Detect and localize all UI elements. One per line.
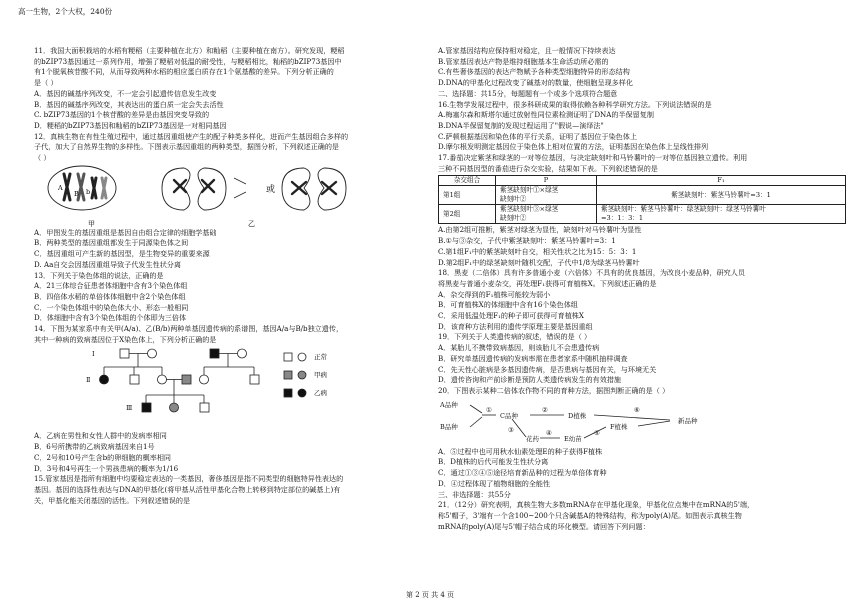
text-line: mRNA的poly(A)尾与5'帽子结合成的环化模型。请回答下列问题： (438, 521, 650, 531)
text-line: A．杂交得到的F₁植株可能较为弱小 (438, 289, 551, 299)
breeding-diagram (438, 397, 846, 447)
text-line: A．21三体综合征患者体细胞中含有3个染色体组 (34, 281, 188, 291)
text-line: 子代，加大了自然界生物的多样性。下图表示基因重组的两种类型，据图分析，下列叙述正确的是 (34, 142, 340, 152)
text-line: A．甲图发生的基因重组是基因自由组合定律的细胞学基础 (34, 227, 217, 237)
text-line: 17.番茄决定紫茎和绿茎的一对等位基因，与决定缺刻叶和马铃薯叶的一对等位基因独立遗传。利用 (438, 153, 748, 163)
text-line: C.萨顿根据基因和染色体的平行关系，证明了基因位于染色体上 (438, 131, 637, 141)
text-line: B．6号所携带的乙病致病基因来自1号 (34, 442, 155, 452)
page-header: 高一生物，2个大权，240份 (18, 7, 113, 16)
text-line: C．基因重组可产生新的基因型，是生物变异的重要来源 (34, 249, 210, 259)
text-line: D．该育种方法利用的遗传学原理主要是基因重组 (438, 321, 593, 331)
text-line: 称5'帽子，3'端有一个含100~200个只含碱基A的特殊结构，称为poly(A)尾。如图表示真核生物 (438, 510, 742, 520)
text-line: C．通过①③④⑤途径培育新品种的过程为单倍体育种 (438, 468, 607, 478)
gen-label-3: Ⅲ (126, 404, 133, 413)
text-line: D．3号和4号再生一个男孩患病的概率为1/16 (34, 463, 179, 473)
step-3: ③ (508, 425, 514, 434)
text-line: 将黑麦与普通小麦杂交，再处理F₁获得可育植株X。下列叙述正确的是 (438, 278, 657, 288)
page-footer: 第 2 页 共 4 页 (405, 591, 455, 599)
q12-q14-text (34, 228, 426, 346)
step-5: ⑤ (594, 428, 600, 437)
b-variety: B品种 (440, 422, 458, 431)
cross-table (438, 175, 846, 224)
text-line: （ ） (34, 153, 51, 163)
table-cell: 紫茎缺刻叶：紫茎马铃薯叶：绿茎缺刻叶：绿茎马铃薯叶 =3：1：3：1 (597, 205, 846, 224)
text-line: 的bZIP73基因通过一系列作用，增强了粳稻对低温的耐受性，与粳稻相比，籼稻的bZIP73基因中 (34, 56, 342, 66)
e-seedling: E幼苗 (564, 434, 582, 443)
table-header: F₁ (597, 176, 846, 186)
allele-b-label: b (86, 187, 91, 196)
text-line: D．④过程体现了植物细胞的全能性 (438, 478, 551, 488)
c-variety: C品种 (500, 411, 518, 420)
text-line: 20．下图表示某种二倍体农作物不同的育种方法，据图判断正确的是（ ） (438, 385, 670, 395)
table-cell: 第2组 (439, 205, 496, 224)
text-line: C．2号和10号产生含b的卵细胞的概率相同 (34, 452, 172, 462)
figure-label-yi: 乙 (248, 219, 255, 228)
text-line: C.第1组F₁中的紫茎缺刻叶自交，相关性状之比为15：5：3：1 (438, 246, 637, 256)
text-line: B.①与③杂交，子代中紫茎缺刻叶：紫茎马铃薯叶=3：1 (438, 236, 616, 246)
d-plant: D植株 (568, 411, 587, 420)
text-line: D.第2组F₁中的绿茎缺刻叶随机交配，子代中1/8为绿茎马铃薯叶 (438, 257, 640, 267)
anther-label: 花药 (526, 434, 539, 443)
breeding-figure (438, 397, 846, 447)
q20-q21-text (438, 447, 846, 533)
text-line: A．⑤过程中也可用秋水仙素处理E的种子获得F植株 (438, 446, 603, 456)
text-line: A．乙病在男性和女性人群中的发病率相同 (34, 431, 167, 441)
text-line: B．基因的碱基序列改变，其表达出的蛋白质一定会失去活性 (34, 99, 224, 109)
text-line: 基因。基因的选择性表达与DNA的甲基化(将甲基从活性甲基化合物上转移到特定部位的碱基上)有 (34, 484, 341, 494)
step-2: ② (542, 405, 548, 414)
gen-label-2: Ⅱ (86, 376, 91, 385)
text-line: A．某胎儿不携带致病基因，则该胎儿不会患遗传病 (438, 343, 600, 353)
table-header: P (496, 176, 597, 186)
text-line: 三、非选择题：共55分 (438, 489, 511, 499)
text-line: C.有些奢侈基因的表达产物赋予各种类型细胞特异的形态结构 (438, 67, 630, 77)
table-row (439, 205, 846, 224)
text-line: 二、选择题：共15分，每题题有一个或多个选项符合题意 (438, 88, 618, 98)
text-line: 是（ ） (34, 78, 58, 88)
text-line: B．研究单基因遗传病的发病率需在患者家系中随机抽样调查 (438, 353, 628, 363)
text-line: 关，甲基化能关闭基因的活性。下列叙述错误的是 (34, 495, 191, 505)
text-line: A.管家基因结构应保持相对稳定，且一般情况下持续表达 (438, 46, 616, 55)
legend-disease-a: 甲病 (314, 371, 327, 380)
allele-a-label: A (58, 183, 63, 192)
text-line: B．两种类型的基因重组都发生于同源染色体之间 (34, 238, 189, 248)
table-header: 杂交组合 (439, 176, 496, 186)
text-line: D.摩尔根发明测定基因位于染色体上相对位置的方法，证明基因在染色体上呈线性排列 (438, 142, 709, 152)
text-line: A.由第2组可推断，紫茎对绿茎为显性，缺刻叶对马铃薯叶为显性 (438, 225, 642, 235)
pedigree-figure (34, 345, 426, 431)
q17-q20-text (438, 225, 846, 396)
text-line: D. Aa自交会因基因重组导致子代发生性状分离 (34, 259, 181, 269)
text-line: A.梅塞尔森和斯塔尔通过放射性同位素检测证明了DNA的半保留复制 (438, 110, 654, 120)
gen-label-1: Ⅰ (92, 350, 95, 359)
table-row (439, 186, 846, 205)
text-line: 13．下列关于染色体组的说法，正确的是 (34, 270, 164, 280)
text-line: B.DNA半保留复制的发现过程运用了"假说—演绎法" (438, 120, 604, 130)
table-cell: 紫茎缺刻叶③×绿茎 缺刻叶② (496, 205, 597, 224)
allele-B-label: B (74, 189, 79, 198)
text-line: B．四倍体水稻的单倍体体细胞中含2个染色体组 (34, 291, 186, 301)
text-line: 三种不同基因型的番茄进行杂交实验，结果如下表。下列叙述错误的是 (438, 163, 658, 173)
a-variety: A品种 (440, 400, 458, 409)
text-line: C．先天性心脏病是多基因遗传病，是否患病与基因有关，与环境无关 (438, 364, 657, 374)
text-line: C．一个染色体组中的染色体大小、形态一般相同 (34, 302, 189, 312)
text-line: D．遗传咨询和产前诊断是预防人类遗传病发生的有效措施 (438, 375, 622, 385)
table-cell: 第1组 (439, 186, 496, 205)
text-line: 19．下列关于人类遗传病的叙述，错误的是（ ） (438, 332, 592, 342)
or-label: 或 (266, 184, 276, 195)
text-line: C．采用低温处理F₁的种子即可获得可育植株X (438, 311, 584, 321)
f-plant: F植株 (610, 422, 628, 431)
step-6: ⑥ (634, 405, 640, 414)
recombination-figure (34, 164, 426, 228)
figure-label-jia: 甲 (88, 219, 95, 228)
text-line: 15.管家基因是指所有细胞中均要稳定表达的一类基因，奢侈基因是指不同类型的细胞特异性表达的 (34, 474, 344, 484)
text-line: 16.生物学发展过程中，很多科研成果的取得依赖各种科学研究方法。下列说法错误的是 (438, 99, 712, 109)
text-line: B.管家基因表达产物是维持细胞基本生命活动所必需的 (438, 56, 609, 66)
text-line: 11．我国大面积栽培的水稻有粳稻（主要种植在北方）和籼稻（主要种植在南方）。研究发现，粳稻 (34, 46, 345, 55)
table-cell: 紫茎缺刻叶：紫茎马铃薯叶=3：1 (597, 186, 846, 205)
text-line: B．可育植株X的体细胞中含有16个染色体组 (438, 300, 578, 310)
table-cell: 紫茎缺刻叶①×绿茎 缺刻叶② (496, 186, 597, 205)
text-line: A．基因的碱基序列改变，不一定会引起遗传信息发生改变 (34, 88, 217, 98)
text-line: D．粳稻的bZIP73基因和籼稻的bZIP73基因是一对相同基因 (34, 120, 227, 130)
text-line: 其中一种病的致病基因位于X染色体上，下列分析正确的是 (34, 334, 217, 344)
text-line: B．D植株的后代可能发生性状分离 (438, 457, 549, 467)
text-line: D.DNA的甲基化过程改变了碱基对的数量，使细胞呈现多样化 (438, 78, 633, 88)
legend-disease-b: 乙病 (314, 389, 327, 398)
legend-normal: 正常 (314, 353, 327, 362)
step-4: ④ (546, 428, 552, 437)
q15-q17-text (438, 46, 846, 174)
text-line: C. bZIP73基因的1个核苷酸的差异是由基因突变导致的 (34, 110, 210, 120)
text-line: 18．黑麦（二倍体）具有许多普通小麦（六倍体）不具有的优良基因，为改良小麦品种，研究人员 (438, 268, 745, 278)
right-column (438, 46, 846, 532)
text-line: 21．（12分）研究表明，真核生物大多数mRNA存在甲基化现象，甲基化位点集中在mRNA的5'端， (438, 500, 755, 510)
q11-q12-text (34, 46, 426, 164)
text-line: 有1个脱氧核苷酸不同，从而导致两种水稻的相应蛋白质存在1个氨基酸的差异。下列分析正确的 (34, 67, 334, 77)
text-line: D．体细胞中含有3个染色体组的个体即为三倍体 (34, 313, 187, 323)
left-column (34, 46, 426, 506)
text-line: 14．下图为某家系中有关甲(A/a)、乙(B/b)两种单基因遗传病的系谱图，基因A/a与B/b独立遗传， (34, 324, 344, 334)
new-variety: 新品种 (678, 416, 698, 425)
text-line: 12．真核生物在有性生殖过程中，通过基因重组使产生的配子种类多样化，进而产生基因组合多样的 (34, 131, 349, 141)
step-1: ① (486, 405, 492, 414)
pedigree-chart (34, 345, 426, 431)
q14-q15-text (34, 431, 426, 506)
recombination-diagram (34, 164, 426, 228)
